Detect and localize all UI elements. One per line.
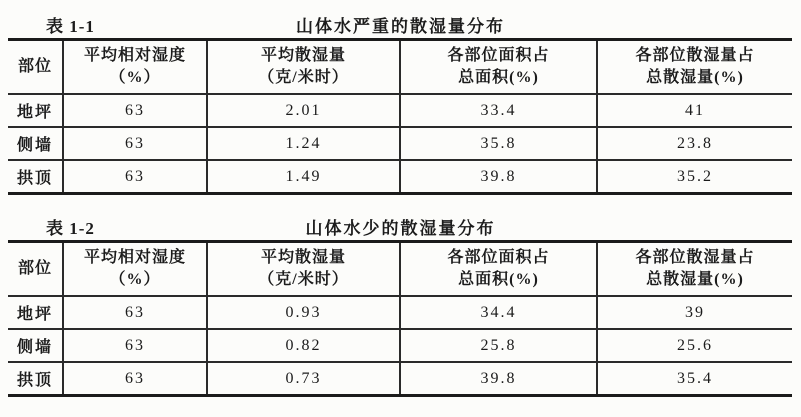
header-line: （%） (109, 69, 161, 86)
cell-area-share: 39.8 (400, 362, 597, 396)
table-row (8, 94, 792, 127)
table-row (8, 362, 792, 396)
moisture-table-severe (8, 38, 792, 195)
column-header-part (8, 40, 63, 95)
header-line: 各部位散湿量占 (635, 249, 755, 267)
column-header-humidity (63, 242, 207, 297)
cell-moisture-share: 41 (597, 94, 792, 127)
column-header-area-share (400, 242, 597, 297)
cell-moisture-share: 25.6 (597, 329, 792, 362)
column-header-area-share (400, 40, 597, 95)
header-line: （%） (109, 271, 161, 288)
column-header-dissipation (207, 40, 400, 95)
header-line: 总面积(%) (458, 271, 539, 288)
table-title: 山体水少的散湿量分布 (305, 219, 496, 238)
table-title: 山体水严重的散湿量分布 (296, 17, 505, 36)
cell-humidity: 63 (63, 329, 207, 362)
cell-area-share: 33.4 (400, 94, 597, 127)
table-1-1-caption (8, 10, 793, 36)
cell-dissipation: 0.73 (207, 362, 400, 396)
table-1-2-block (8, 212, 793, 397)
header-line: 部位 (17, 260, 52, 278)
header-line: 部位 (17, 58, 52, 76)
column-header-moisture-share (597, 40, 792, 95)
row-label: 侧墙 (8, 329, 63, 362)
header-line: 总面积(%) (458, 69, 539, 86)
header-line: 平均散湿量 (260, 47, 346, 65)
cell-humidity: 63 (63, 160, 207, 194)
table-row (8, 329, 792, 362)
cell-dissipation: 1.24 (207, 127, 400, 160)
row-label: 侧墙 (8, 127, 63, 160)
cell-dissipation: 2.01 (207, 94, 400, 127)
cell-area-share: 25.8 (400, 329, 597, 362)
header-line: 平均相对湿度 (83, 249, 186, 267)
header-row (8, 40, 792, 95)
column-header-humidity (63, 40, 207, 95)
row-label: 拱顶 (8, 362, 63, 396)
header-line: 各部位面积占 (447, 249, 550, 267)
row-label: 地坪 (8, 296, 63, 329)
header-line: 各部位面积占 (447, 47, 550, 65)
row-label: 地坪 (8, 94, 63, 127)
cell-area-share: 34.4 (400, 296, 597, 329)
header-line: 平均相对湿度 (83, 47, 186, 65)
table-label: 表 1-1 (46, 17, 95, 36)
cell-moisture-share: 35.4 (597, 362, 792, 396)
cell-moisture-share: 23.8 (597, 127, 792, 160)
header-line: 总散湿量(%) (646, 271, 744, 288)
cell-dissipation: 0.82 (207, 329, 400, 362)
cell-dissipation: 1.49 (207, 160, 400, 194)
table-row (8, 296, 792, 329)
header-row (8, 242, 792, 297)
cell-humidity: 63 (63, 296, 207, 329)
column-header-part (8, 242, 63, 297)
table-row (8, 127, 792, 160)
table-1-1-block (8, 0, 793, 195)
header-line: 平均散湿量 (260, 249, 346, 267)
table-1-2-caption (8, 212, 793, 238)
header-line: 各部位散湿量占 (635, 47, 755, 65)
table-row (8, 160, 792, 194)
column-header-moisture-share (597, 242, 792, 297)
cell-humidity: 63 (63, 127, 207, 160)
cell-dissipation: 0.93 (207, 296, 400, 329)
header-line: （克/米时） (258, 69, 349, 86)
header-line: 总散湿量(%) (646, 69, 744, 86)
cell-humidity: 63 (63, 362, 207, 396)
column-header-dissipation (207, 242, 400, 297)
cell-moisture-share: 39 (597, 296, 792, 329)
header-line: （克/米时） (258, 271, 349, 288)
cell-area-share: 39.8 (400, 160, 597, 194)
moisture-table-low (8, 240, 792, 397)
cell-humidity: 63 (63, 94, 207, 127)
cell-area-share: 35.8 (400, 127, 597, 160)
table-label: 表 1-2 (46, 219, 95, 238)
row-label: 拱顶 (8, 160, 63, 194)
cell-moisture-share: 35.2 (597, 160, 792, 194)
